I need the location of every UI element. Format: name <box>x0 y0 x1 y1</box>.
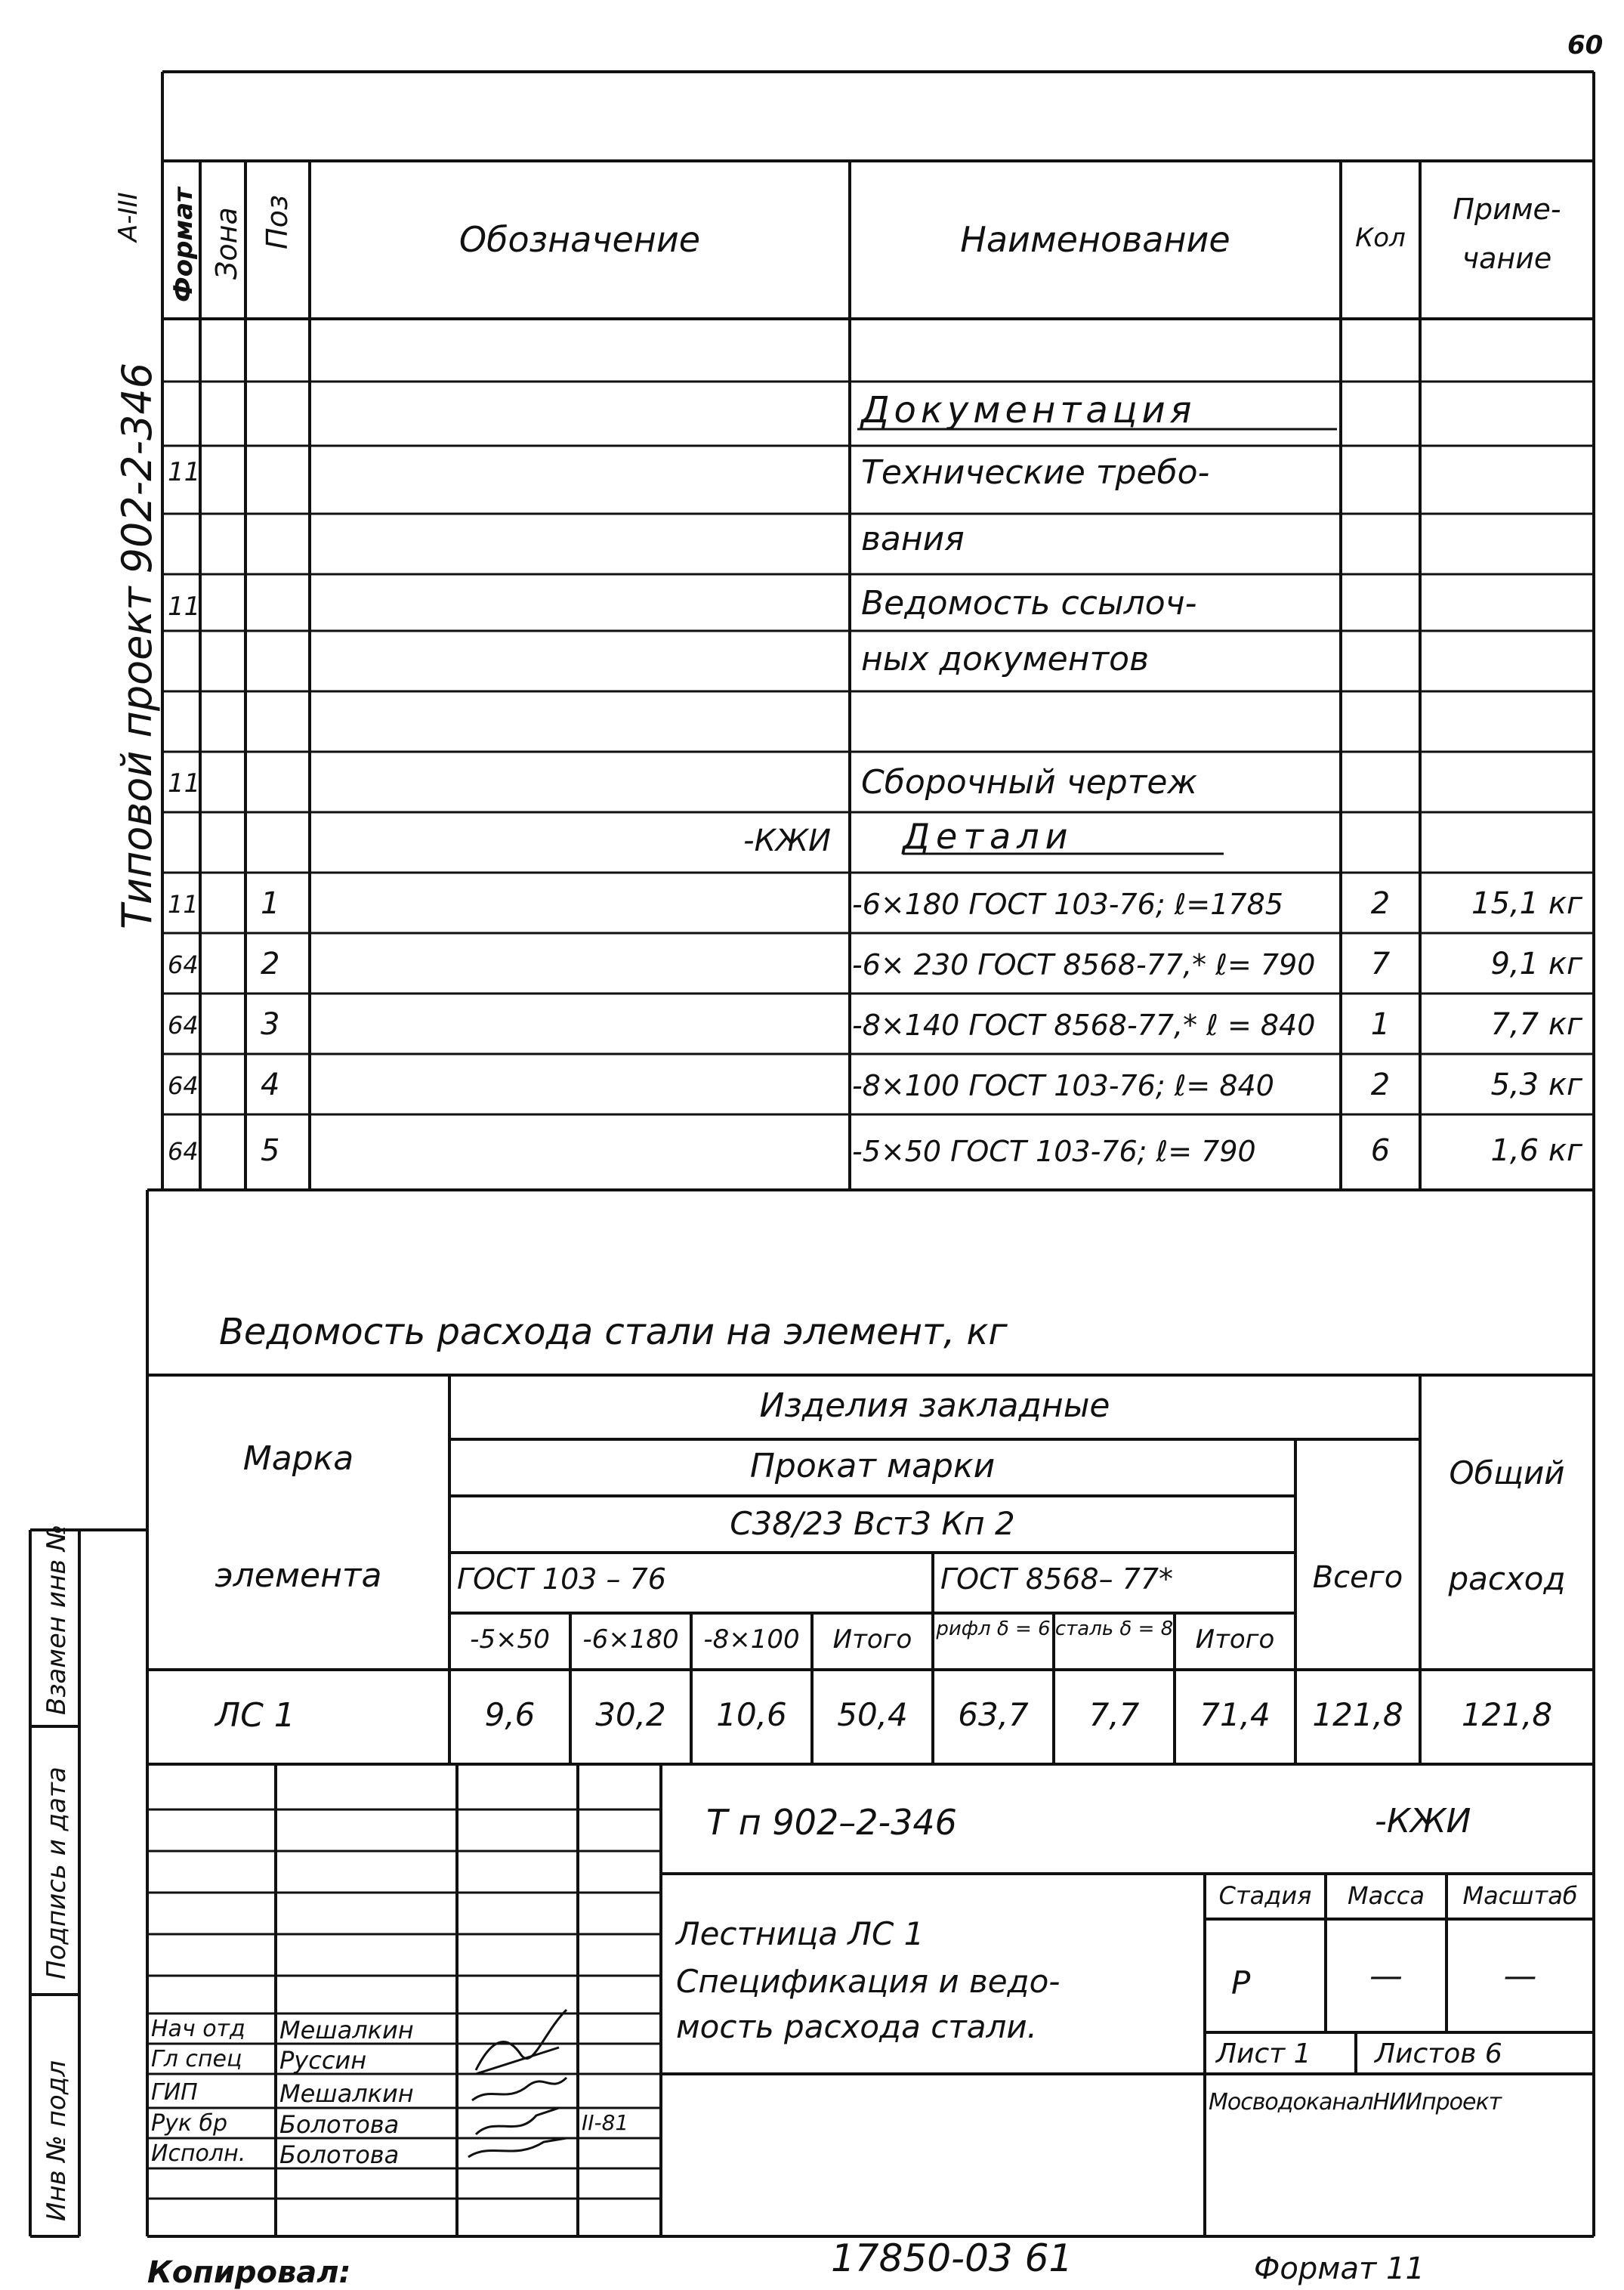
header-zone: Зона <box>210 207 243 280</box>
spec-name: -5×50 ГОСТ 103-76; ℓ= 790 <box>852 1135 1256 1168</box>
steel-sub-col: Итого <box>1195 1624 1275 1655</box>
spec-format: 11 <box>168 768 201 799</box>
sheet-number: Лист 1 <box>1216 2038 1311 2069</box>
steel-value: 10,6 <box>716 1696 787 1733</box>
strip-sign-date: Подпись и дата <box>42 1766 72 1979</box>
header-qty: Кол <box>1355 223 1406 253</box>
staff-name: Болотова <box>279 2140 400 2169</box>
stage-label: Стадия <box>1218 1881 1312 1910</box>
steel-general-2: расход <box>1448 1560 1566 1597</box>
spec-format: 11 <box>168 890 199 919</box>
spec-format: 64 <box>168 1137 199 1166</box>
spec-name: -6× 230 ГОСТ 8568-77,* ℓ= 790 <box>852 948 1316 981</box>
steel-gost1: ГОСТ 103 – 76 <box>457 1562 666 1596</box>
mass-label: Масса <box>1347 1881 1425 1910</box>
steel-value-general: 121,8 <box>1461 1696 1553 1733</box>
steel-value: 30,2 <box>595 1696 666 1733</box>
spec-qty: 1 <box>1370 1007 1391 1042</box>
spec-qty: 6 <box>1370 1133 1391 1168</box>
spec-name: -8×140 ГОСТ 8568-77,* ℓ = 840 <box>852 1009 1316 1042</box>
sheets-total: Листов 6 <box>1375 2038 1502 2069</box>
spec-note: 15,1 кг <box>1471 886 1582 921</box>
steel-mark-line1: Марка <box>242 1439 354 1478</box>
organization: МосводоканалНИИпроект <box>1209 2089 1502 2115</box>
footer-copied: Копировал: <box>147 2255 351 2290</box>
steel-rolled: Прокат марки <box>749 1447 996 1485</box>
staff-role: Нач отд <box>151 2016 245 2042</box>
spec-name: Ведомость ссылоч- <box>861 584 1197 623</box>
spec-name-documentation: Документация <box>861 389 1196 431</box>
steel-value: 9,6 <box>484 1696 536 1733</box>
steel-mark-line2: элемента <box>215 1556 382 1595</box>
title-line-2: Спецификация и ведо- <box>676 1963 1061 2000</box>
steel-value: 7,7 <box>1088 1696 1140 1733</box>
staff-role: Гл спец <box>151 2046 242 2072</box>
spec-name: ных документов <box>861 640 1150 678</box>
spec-format: 64 <box>168 1071 199 1100</box>
steel-sub-col: -8×100 <box>703 1624 800 1655</box>
staff-role: Исполн. <box>151 2140 246 2167</box>
staff-name: Руссин <box>279 2046 367 2075</box>
spec-name-details: Детали <box>903 816 1074 857</box>
steel-embedded: Изделия закладные <box>759 1386 1110 1425</box>
staff-name: Мешалкин <box>279 2016 414 2044</box>
header-note-2: чание <box>1462 242 1552 275</box>
steel-value: 50,4 <box>837 1696 908 1733</box>
strip-inv-replace: Взамен инв № <box>42 1524 72 1715</box>
staff-name: Болотова <box>279 2110 400 2139</box>
signatures <box>461 1987 582 2168</box>
spec-pos: 1 <box>261 886 280 921</box>
header-format: Формат <box>168 187 199 302</box>
steel-sub-col: рифл δ = 6 <box>936 1618 1051 1640</box>
spec-designation: -КЖИ <box>743 824 831 858</box>
steel-grade: С38/23 Вст3 Кп 2 <box>730 1505 1015 1542</box>
stage-value: Р <box>1231 1964 1251 2001</box>
steel-title: Ведомость расхода стали на элемент, кг <box>219 1311 1008 1353</box>
staff-name: Мешалкин <box>279 2079 414 2108</box>
page-number: 60 <box>1567 30 1604 60</box>
footer-doc-number: 17850-03 61 <box>831 2236 1073 2280</box>
steel-total-all: Всего <box>1312 1560 1403 1595</box>
date-note: II-81 <box>582 2110 629 2135</box>
steel-gost2: ГОСТ 8568– 77* <box>940 1562 1174 1596</box>
spec-note: 9,1 кг <box>1490 947 1582 981</box>
steel-value: 63,7 <box>958 1696 1029 1733</box>
staff-role: ГИП <box>151 2079 198 2106</box>
spec-format: 64 <box>168 1011 199 1040</box>
title-line-1: Лестница ЛС 1 <box>676 1915 925 1952</box>
side-stamp-project: Типовой проект 902-2-346 <box>113 362 161 929</box>
spec-format: 11 <box>168 592 201 622</box>
header-pos: Поз <box>261 194 294 249</box>
steel-sub-col: сталь δ = 8 <box>1054 1618 1174 1640</box>
steel-general-1: Общий <box>1449 1454 1565 1491</box>
doc-code-suffix: -КЖИ <box>1375 1802 1471 1840</box>
title-line-3: мость расхода стали. <box>676 2008 1037 2045</box>
header-designation: Обозначение <box>458 219 701 260</box>
steel-row-mark: ЛС 1 <box>215 1696 295 1735</box>
scale-label: Масштаб <box>1462 1881 1578 1910</box>
spec-format: 64 <box>168 950 199 979</box>
spec-format: 11 <box>168 457 201 487</box>
spec-name: вания <box>861 520 965 558</box>
steel-value-total: 121,8 <box>1312 1696 1403 1733</box>
spec-qty: 2 <box>1370 1068 1391 1102</box>
spec-pos: 3 <box>261 1007 280 1042</box>
spec-qty: 7 <box>1370 947 1391 981</box>
header-name: Наименование <box>960 219 1230 260</box>
scale-value: — <box>1503 1957 1537 1995</box>
header-note-1: Приме- <box>1453 193 1561 226</box>
spec-qty: 2 <box>1370 886 1391 921</box>
footer-format: Формат 11 <box>1254 2251 1425 2286</box>
spec-pos: 4 <box>261 1068 280 1102</box>
steel-sub-col: Итого <box>832 1624 912 1655</box>
steel-value: 71,4 <box>1199 1696 1270 1733</box>
spec-name: -8×100 ГОСТ 103-76; ℓ= 840 <box>852 1069 1274 1102</box>
spec-name: Технические требо- <box>861 453 1210 492</box>
spec-note: 1,6 кг <box>1490 1133 1582 1168</box>
side-stamp-album: А-III <box>113 192 144 242</box>
doc-code: Т п 902–2-346 <box>706 1802 957 1843</box>
steel-sub-col: -6×180 <box>582 1624 679 1655</box>
staff-role: Рук бр <box>151 2110 228 2137</box>
spec-name: Сборочный чертеж <box>861 763 1198 802</box>
spec-note: 7,7 кг <box>1490 1007 1582 1042</box>
spec-pos: 5 <box>261 1133 280 1168</box>
steel-sub-col: -5×50 <box>470 1624 550 1655</box>
spec-name: -6×180 ГОСТ 103-76; ℓ=1785 <box>852 888 1283 921</box>
spec-pos: 2 <box>261 947 280 981</box>
spec-note: 5,3 кг <box>1490 1068 1582 1102</box>
mass-value: — <box>1369 1957 1403 1995</box>
strip-inv-orig: Инв № подл <box>42 2060 72 2221</box>
